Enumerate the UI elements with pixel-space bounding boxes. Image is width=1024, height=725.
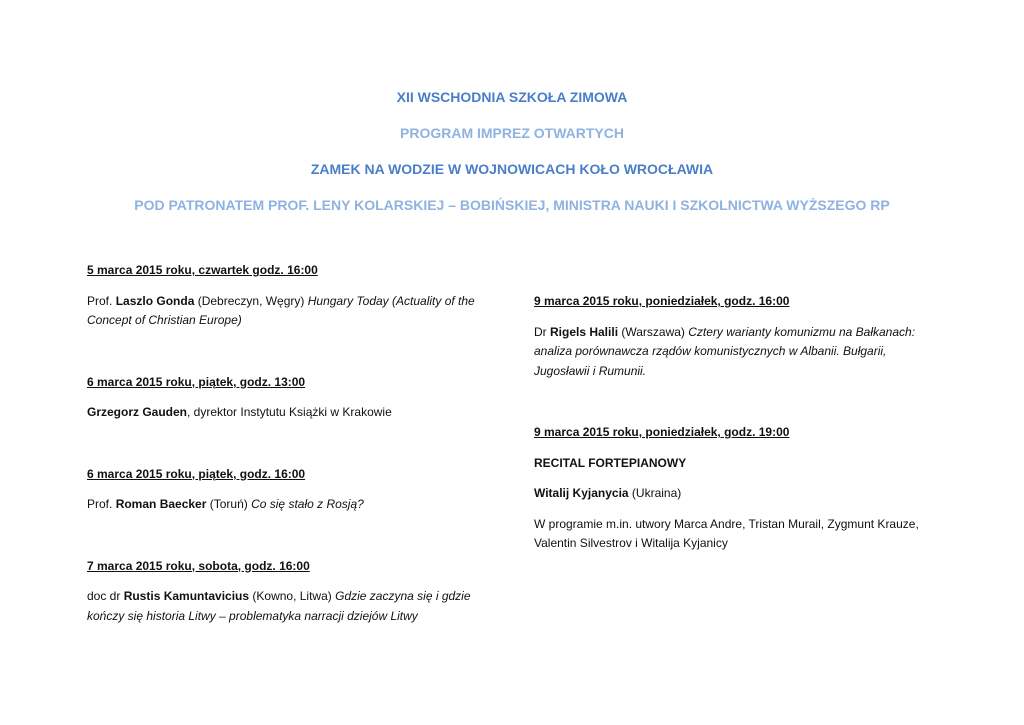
- lecture-title: Gdzie zaczyna się i gdzie: [335, 589, 471, 603]
- event-date: 5 marca 2015 roku, czwartek godz. 16:00: [87, 263, 318, 277]
- speaker-name: Rigels Halili: [550, 324, 619, 339]
- event-date: 9 marca 2015 roku, poniedziałek, godz. 19:00: [534, 425, 790, 439]
- performer-name: Witalij Kyjanycia: [534, 486, 629, 500]
- recital-heading: RECITAL FORTEPIANOWY: [534, 455, 687, 470]
- lecture-title-cont: analiza porównawcza rządów komunistycznych w Albanii. Bułgarii,: [534, 344, 887, 358]
- lecture-title: Co się stało z Rosją?: [251, 497, 364, 511]
- header-program-title: PROGRAM IMPREZ OTWARTYCH: [400, 125, 624, 141]
- lecture-title: Hungary Today (Actuality of the: [307, 293, 475, 308]
- event-date: 7 marca 2015 roku, sobota, godz. 16:00: [87, 558, 310, 573]
- speaker-name: Roman Baecker: [115, 497, 207, 511]
- header-venue: ZAMEK NA WODZIE W WOJNOWICACH KOŁO WROCŁAWIA: [310, 161, 714, 177]
- lecture-title-cont: kończy się historia Litwy – problematyka narracji dziejów Litwy: [87, 608, 418, 623]
- lecture-title-cont: Jugosławii i Rumunii.: [534, 363, 647, 378]
- event-description: Prof. Roman Baecker (Toruń) Co się stało z Rosją?: [87, 497, 364, 511]
- event-description: Grzegorz Gauden, dyrektor Instytutu Książki w Krakowie: [87, 405, 392, 419]
- event-date: 9 marca 2015 roku, poniedziałek, godz. 16:00: [534, 294, 790, 308]
- event-description: Witalij Kyjanycia (Ukraina): [534, 486, 682, 500]
- event-description: doc dr Rustis Kamuntavicius (Kowno, Litwa) Gdzie zaczyna się i gdzie kończy się historia Litwy – problematyka narracji dziejów Litwy: [87, 589, 471, 623]
- speaker-name: Grzegorz Gauden: [87, 405, 188, 419]
- header-school-title: XII WSCHODNIA SZKOŁA ZIMOWA: [396, 89, 628, 105]
- event-description: Prof. Laszlo Gonda (Debreczyn, Węgry) Hungary Today (Actuality of the Concept of Christian Europe): [87, 293, 475, 327]
- lecture-title-cont: Concept of Christian Europe): [87, 313, 242, 327]
- event-date: 6 marca 2015 roku, piątek, godz. 16:00: [87, 466, 306, 481]
- header-patronage: POD PATRONATEM PROF. LENY KOLARSKIEJ – BOBIŃSKIEJ, MINISTRA NAUKI I SZKOLNICTWA WYŻSZEGO RP: [134, 197, 890, 213]
- event-description: Dr Rigels Halili (Warszawa) Cztery warianty komunizmu na Bałkanach: analiza porównawcza rządów komunistycznych w Albanii. Bułgarii, Jugosławii i Rumunii.: [534, 324, 916, 378]
- speaker-name: Rustis Kamuntavicius: [123, 589, 250, 603]
- event-date: 6 marca 2015 roku, piątek, godz. 13:00: [87, 374, 306, 389]
- recital-program: W programie m.in. utwory Marca Andre, Tristan Murail, Zygmunt Krauze, Valentin Silvestrov i Witalija Kyjanicy: [534, 516, 919, 550]
- left-column: [87, 261, 507, 626]
- speaker-name: Laszlo Gonda: [115, 293, 195, 308]
- lecture-title: Cztery warianty komunizmu na Bałkanach:: [688, 324, 916, 339]
- right-column: [534, 292, 974, 554]
